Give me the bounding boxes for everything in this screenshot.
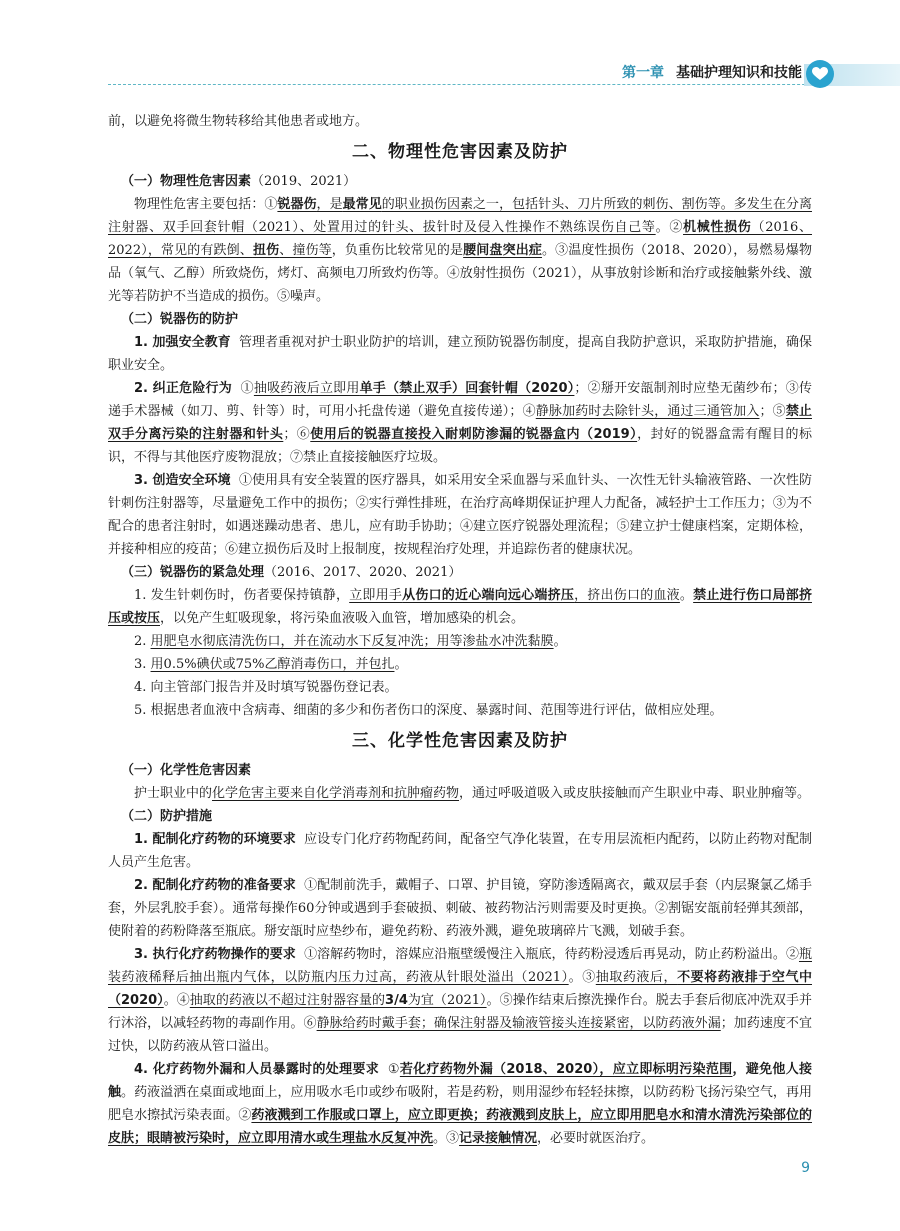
subheading-sharps-emergency: [121, 561, 812, 584]
sharps-protection-list: [108, 331, 812, 561]
subheading-chemical-factors: （一）化学性危害因素: [121, 763, 252, 778]
list-item: 4. 化疗药物外漏和人员暴露时的处理要求 ①若化疗药物外漏（2018、2020），应立即标明污染范围，避免他人接触。药液溢洒在桌面或地面上，应用吸水毛巾或纱布吸附，若是药粉，则用湿纱布轻轻抹擦，以防药粉飞扬污染空气，再用肥皂水擦拭污染表面。②药液溅到工作服或口罩上，应立即更换；药液溅到皮肤上，应立即用肥皂水和清水清洗污染部位的皮肤；眼睛被污染时，应立即用清水或生理盐水反复冲洗。③记录接触情况，必要时就医治疗。: [108, 1062, 812, 1146]
section-heading-chemical: 三、化学性危害因素及防护: [352, 731, 568, 751]
list-item: 4. 向主管部门报告并及时填写锐器伤登记表。: [134, 680, 398, 695]
list-item: 3. 执行化疗药物操作的要求 ①溶解药物时，溶媒应沿瓶壁缓慢注入瓶底，待药粉浸透后再晃动，防止药粉溢出。②瓶装药液稀释后抽出瓶内气体，以防瓶内压力过高，药液从针眼处溢出（2021）。③抽取药液后，不要将药液排于空气中（2020）。④抽取的药液以不超过注射器容量的3/4为宜（2021）。⑤操作结束后擦洗操作台。脱去手套后彻底冲洗双手并行沐浴，以减轻药物的毒副作用。⑥静脉给药时戴手套；确保注射器及输液管接头连接紧密，以防药液外漏；加药速度不宜过快，以防药液从管口溢出。: [108, 947, 812, 1054]
subheading-sharps-protection: （二）锐器伤的防护: [121, 312, 239, 327]
list-item: 1. 发生针刺伤时，伤者要保持镇静，立即用手从伤口的近心端向远心端挤压，挤出伤口的血液。禁止进行伤口局部挤压或按压，以免产生虹吸现象，将污染血液吸入血管，增加感染的机会。: [108, 588, 812, 626]
heart-icon: [806, 60, 834, 88]
section-heading-physical: 二、物理性危害因素及防护: [352, 142, 568, 162]
subheading-text: （三）锐器伤的紧急处理: [121, 565, 265, 580]
page-header: [0, 0, 900, 100]
list-item: 5. 根据患者血液中含病毒、细菌的多少和伤者伤口的深度、暴露时间、范围等进行评估，做相应处理。: [134, 703, 723, 718]
subheading-physical-factors: [121, 170, 812, 193]
page-number: 9: [801, 1160, 810, 1176]
subheading-text: （一）物理性危害因素: [121, 174, 252, 189]
list-item: 3. 创造安全环境 ①使用具有安全装置的医疗器具，如采用安全采血器与采血针头、一次性无针头输液管路、一次性防针刺伤注射器等，尽量避免工作中的损伤；②实行弹性排班，在治疗高峰期保证护理人力配备，减轻护士工作压力；③为不配合的患者注射时，如遇迷躁动患者、患儿，应有助手协助；④建立医疗锐器处理流程；⑤建立护士健康档案，定期体检，并接种相应的疫苗；⑥建立损伤后及时上报制度，按规程治疗处理，并追踪伤者的健康状况。: [108, 473, 812, 557]
chapter-label: 第一章: [622, 65, 664, 81]
list-item: 2. 纠正危险行为 ①抽吸药液后立即用单手（禁止双手）回套针帽（2020）；②掰开安瓿制剂时应垫无菌纱布；③传递手术器械（如刀、剪、针等）时，可用小托盘传递（避免直接传递）；④静脉加药时去除针头，通过三通管加入；⑤禁止双手分离污染的注射器和针头；⑥使用后的锐器直接投入耐刺防渗漏的锐器盒内（2019），封好的锐器盒需有醒目的标识，不得与其他医疗废物混放；⑦禁止直接接触医疗垃圾。: [108, 381, 812, 465]
header-rule: [108, 84, 870, 85]
protection-measures-list: [108, 828, 812, 1150]
list-item: 2. 配制化疗药物的准备要求 ①配制前洗手，戴帽子、口罩、护目镜，穿防渗透隔离衣，戴双层手套（内层聚氯乙烯手套，外层乳胶手套）。通常每操作60分钟或遇到手套破损、刺破、被药物沾污则需要及时更换。②割锯安瓿前轻弹其颈部，使附着的药粉降落至瓶底。掰安瓿时应垫纱布，避免药粉、药液外溅，避免玻璃碎片飞溅，划破手套。: [108, 878, 812, 939]
paragraph-physical-factors: 物理性危害主要包括：①锐器伤，是最常见的职业损伤因素之一，包括针头、刀片所致的刺伤、割伤等。多发生在分离注射器、双手回套针帽（2021）、处置用过的针头、拔针时及侵入性操作不熟练误伤自己等。②机械性损伤（2016、2022），常见的有跌倒、扭伤、撞伤等，负重伤比较常见的是腰间盘突出症。③温度性损伤（2018、2020），易燃易爆物品（氧气、乙醇）所致烧伤，烤灯、高频电刀所致灼伤等。④放射性损伤（2021），从事放射诊断和治疗或接触紫外线、激光等若防护不当造成的损伤。⑤噪声。: [108, 197, 812, 304]
continuation-paragraph: 前，以避免将微生物转移给其他患者或地方。: [108, 114, 369, 129]
list-item: 1. 加强安全教育 管理者重视对护士职业防护的培训，建立预防锐器伤制度，提高自我防护意识，采取防护措施，确保职业安全。: [108, 335, 812, 373]
exam-years: （2019、2021）: [251, 174, 357, 189]
list-item: 3. 用0.5%碘伏或75%乙醇消毒伤口，并包扎。: [134, 657, 408, 672]
subheading-protection-measures: （二）防护措施: [121, 809, 213, 824]
paragraph-chemical-factors: 护士职业中的化学危害主要来自化学消毒剂和抗肿瘤药物，通过呼吸道吸入或皮肤接触而产生职业中毒、职业肿瘤等。: [134, 786, 811, 801]
running-head: [622, 62, 802, 82]
list-item: 2. 用肥皂水彻底清洗伤口，并在流动水下反复冲洗；用等渗盐水冲洗黏膜。: [134, 634, 567, 649]
page-body: [108, 110, 812, 1150]
sharps-emergency-list: [108, 584, 812, 722]
list-item: 1. 配制化疗药物的环境要求 应设专门化疗药物配药间，配备空气净化装置，在专用层流柜内配药，以防止药物对配制人员产生危害。: [108, 832, 812, 870]
exam-years: （2016、2017、2020、2021）: [264, 565, 462, 580]
chapter-title: 基础护理知识和技能: [676, 65, 802, 81]
